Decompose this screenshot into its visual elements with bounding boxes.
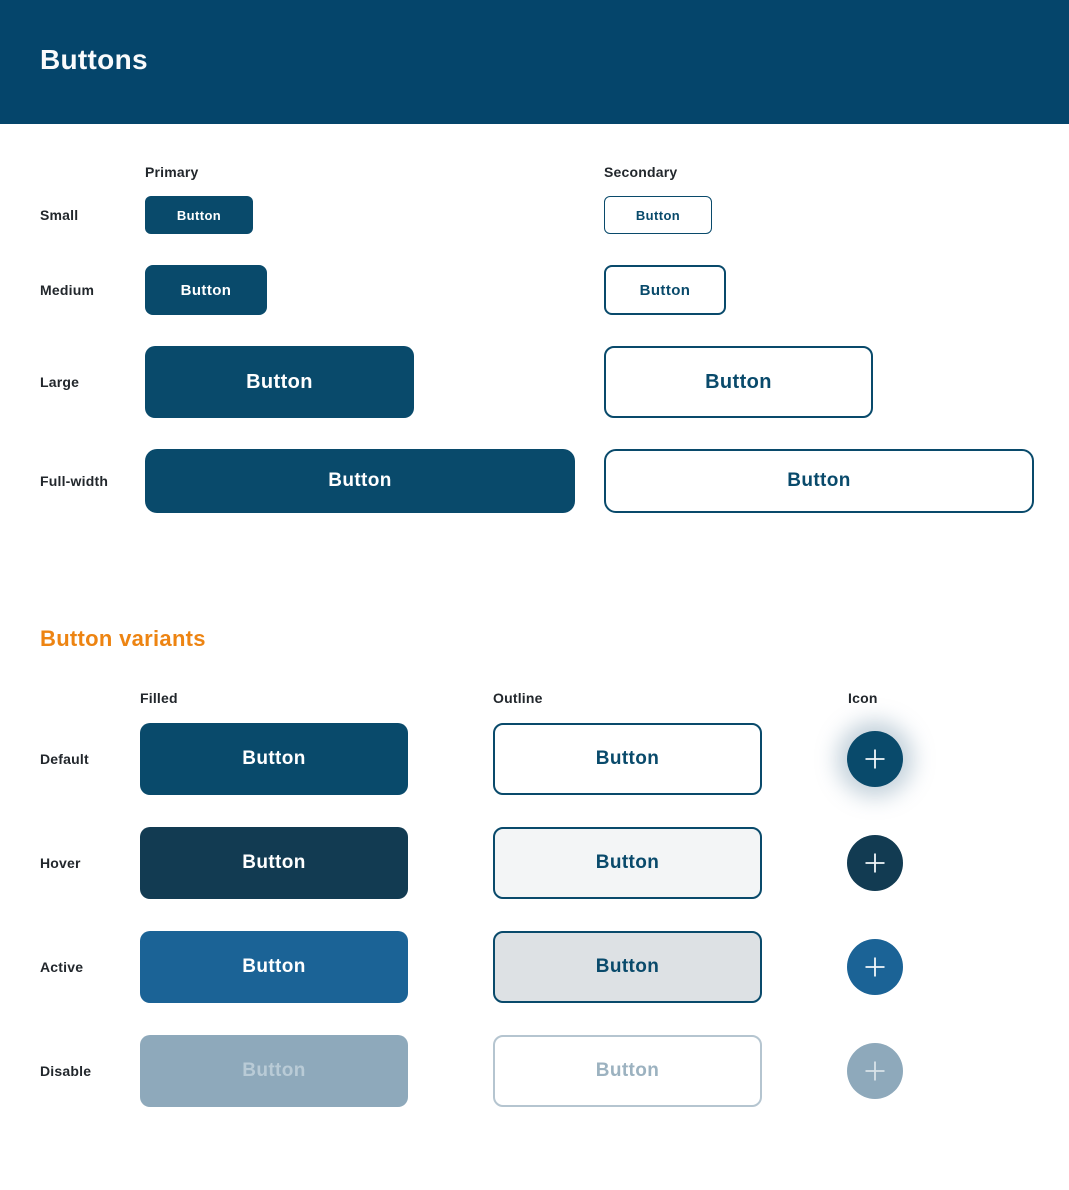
plus-icon: [861, 849, 889, 877]
size-row-full-width: [0, 449, 1069, 513]
variant-row-active: [0, 931, 1069, 1003]
icon-active-button[interactable]: [847, 939, 903, 995]
filled-default-button[interactable]: Button: [140, 723, 408, 795]
size-row-large: [0, 346, 1069, 418]
primary-large-button[interactable]: Button: [145, 346, 414, 418]
page-title: Buttons: [40, 44, 148, 75]
row-label-hover: Hover: [40, 855, 81, 871]
plus-icon: [861, 953, 889, 981]
column-header-primary: Primary: [145, 164, 199, 180]
size-row-small: [0, 196, 1069, 234]
variant-row-default: [0, 723, 1069, 795]
column-header-secondary: Secondary: [604, 164, 678, 180]
plus-icon: [861, 1057, 889, 1085]
icon-default-button[interactable]: [847, 731, 903, 787]
outline-hover-button[interactable]: Button: [493, 827, 762, 899]
filled-disable-button: Button: [140, 1035, 408, 1107]
icon-hover-button[interactable]: [847, 835, 903, 891]
secondary-large-button[interactable]: Button: [604, 346, 873, 418]
row-label-default: Default: [40, 751, 89, 767]
row-label-small: Small: [40, 207, 79, 223]
column-header-filled: Filled: [140, 690, 178, 706]
outline-default-button[interactable]: Button: [493, 723, 762, 795]
secondary-medium-button[interactable]: Button: [604, 265, 726, 315]
page-header: [0, 0, 1069, 124]
primary-medium-button[interactable]: Button: [145, 265, 267, 315]
secondary-small-button[interactable]: Button: [604, 196, 712, 234]
primary-full-width-button[interactable]: Button: [145, 449, 575, 513]
row-label-disable: Disable: [40, 1063, 92, 1079]
icon-disable-button: [847, 1043, 903, 1099]
row-label-active: Active: [40, 959, 84, 975]
size-row-medium: [0, 265, 1069, 315]
filled-hover-button[interactable]: Button: [140, 827, 408, 899]
variants-section-title: Button variants: [40, 626, 206, 651]
column-header-icon: Icon: [848, 690, 878, 706]
primary-small-button[interactable]: Button: [145, 196, 253, 234]
outline-disable-button: Button: [493, 1035, 762, 1107]
filled-active-button[interactable]: Button: [140, 931, 408, 1003]
variant-row-disable: [0, 1035, 1069, 1107]
plus-icon: [861, 745, 889, 773]
secondary-full-width-button[interactable]: Button: [604, 449, 1034, 513]
row-label-medium: Medium: [40, 282, 95, 298]
row-label-full-width: Full-width: [40, 473, 109, 489]
column-header-outline: Outline: [493, 690, 543, 706]
row-label-large: Large: [40, 374, 80, 390]
outline-active-button[interactable]: Button: [493, 931, 762, 1003]
variant-row-hover: [0, 827, 1069, 899]
